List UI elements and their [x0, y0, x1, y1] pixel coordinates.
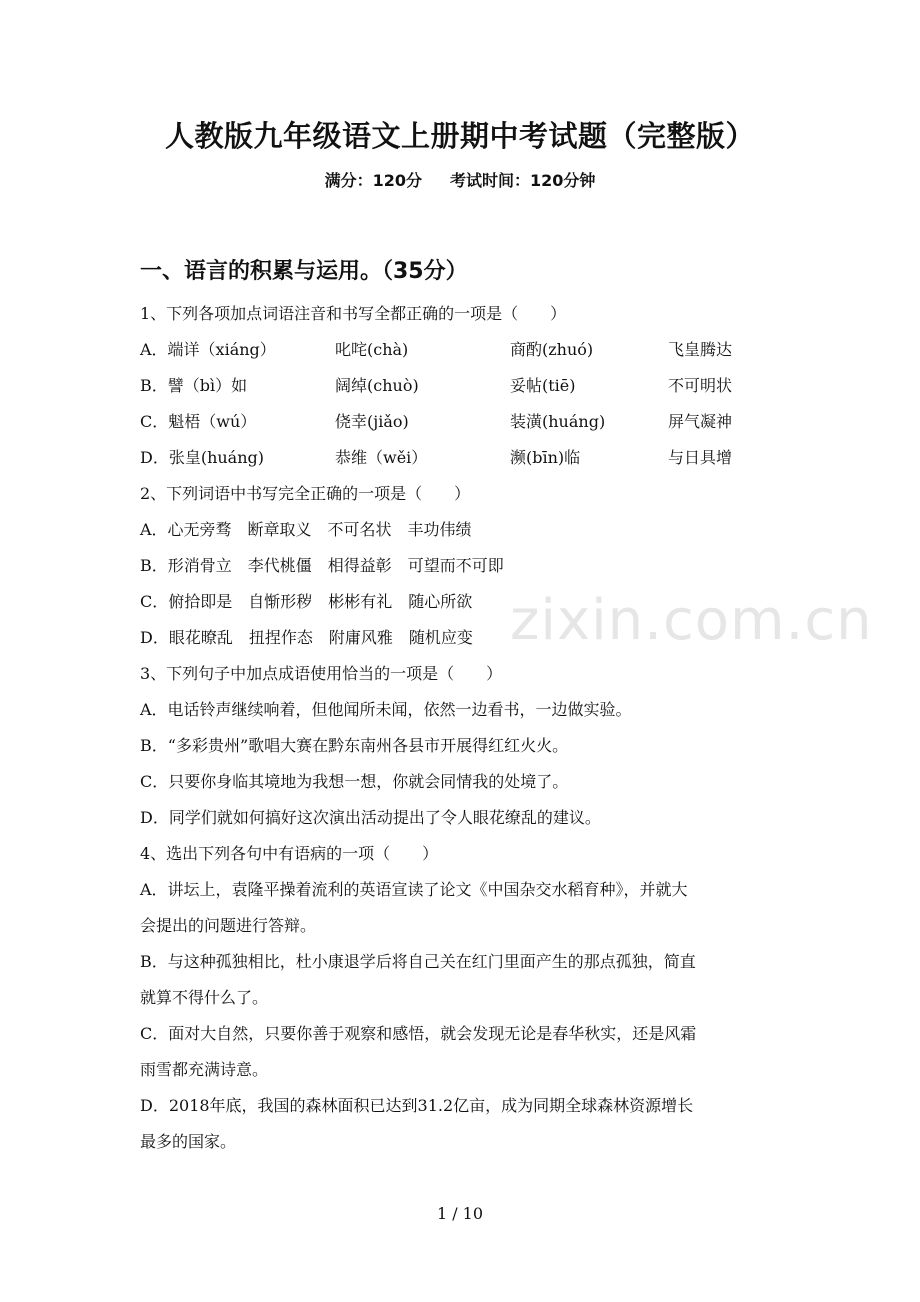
option-line: A．电话铃声继续响着，但他闻所未闻，依然一边看书，一边做实验。	[140, 700, 632, 719]
option-line: A．讲坛上，袁隆平操着流利的英语宣读了论文《中国杂交水稻育种》，并就大	[140, 880, 688, 899]
exam-info	[0, 168, 920, 191]
option-line: B．形消骨立 李代桃僵 相得益彰 可望而不可即	[140, 556, 504, 575]
option-line: A．心无旁骛 断章取义 不可名状 丰功伟绩	[140, 520, 472, 539]
option-cell: 与日具增	[668, 448, 733, 467]
option-cell: 恭维（wěi）	[335, 448, 428, 467]
option-cell: 妥帖(tiē)	[510, 376, 576, 395]
option-row	[140, 368, 785, 404]
option-line: D．眼花暸乱 扭捏作态 附庸风雅 随机应变	[140, 628, 473, 647]
option-line: C．只要你身临其境地为我想一想，你就会同情我的处境了。	[140, 772, 569, 791]
option-line: B．与这种孤独相比，杜小康退学后将自己关在红门里面产生的那点孤独，简直	[140, 952, 696, 971]
option-cell: 不可明状	[668, 376, 733, 395]
option-line-continued: 雨雪都充满诗意。	[140, 1060, 269, 1079]
option-line-continued: 最多的国家。	[140, 1132, 237, 1151]
section-heading: 一、语言的积累与运用。（35分）	[140, 259, 468, 284]
option-cell: 飞皇腾达	[668, 340, 733, 359]
question-stem: 3、下列句子中加点成语使用恰当的一项是（ ）	[140, 664, 503, 683]
option-cell: 阔绰(chuò)	[335, 376, 419, 395]
page-title: 人教版九年级语文上册期中考试题（完整版）	[164, 119, 755, 153]
score-info: 满分：120分	[324, 171, 422, 190]
option-row	[140, 332, 785, 368]
option-line-continued: 会提出的问题进行答辩。	[140, 916, 317, 935]
option-cell: D．张皇(huáng)	[140, 448, 265, 467]
watermark: zixin.com.cn	[510, 588, 873, 653]
option-cell: C．魁梧（wú）	[140, 412, 257, 431]
question-stem: 4、选出下列各句中有语病的一项（ ）	[140, 844, 439, 863]
option-line: C．俯拾即是 自惭形秽 彬彬有礼 随心所欲	[140, 592, 473, 611]
option-row	[140, 404, 785, 440]
option-cell: B．譬（bì）如	[140, 376, 248, 395]
question-stem: 1、下列各项加点词语注音和书写全都正确的一项是（ ）	[140, 304, 567, 323]
page-number: 1 / 10	[436, 1204, 484, 1223]
time-info: 考试时间：120分钟	[450, 171, 596, 190]
option-line-continued: 就算不得什么了。	[140, 988, 269, 1007]
option-cell: A．端详（xiáng）	[140, 340, 276, 359]
option-line: C．面对大自然，只要你善于观察和感悟，就会发现无论是春华秋实，还是风霜	[140, 1024, 697, 1043]
option-line: B．“多彩贵州”歌唱大赛在黔东南州各县市开展得红红火火。	[140, 736, 569, 755]
option-line: D．2018年底，我国的森林面积已达到31.2亿亩，成为同期全球森林资源增长	[140, 1096, 694, 1115]
option-cell: 装潢(huáng)	[510, 412, 606, 431]
option-cell: 屏气凝神	[668, 412, 733, 431]
question-stem: 2、下列词语中书写完全正确的一项是（ ）	[140, 484, 471, 503]
option-cell: 商酌(zhuó)	[510, 340, 594, 359]
option-line: D．同学们就如何搞好这次演出活动提出了令人眼花缭乱的建议。	[140, 808, 601, 827]
option-row	[140, 440, 785, 476]
option-cell: 濒(bīn)临	[510, 448, 581, 467]
option-cell: 侥幸(jiǎo)	[335, 412, 409, 431]
questions-content	[140, 296, 785, 1160]
option-cell: 叱咤(chà)	[335, 340, 409, 359]
